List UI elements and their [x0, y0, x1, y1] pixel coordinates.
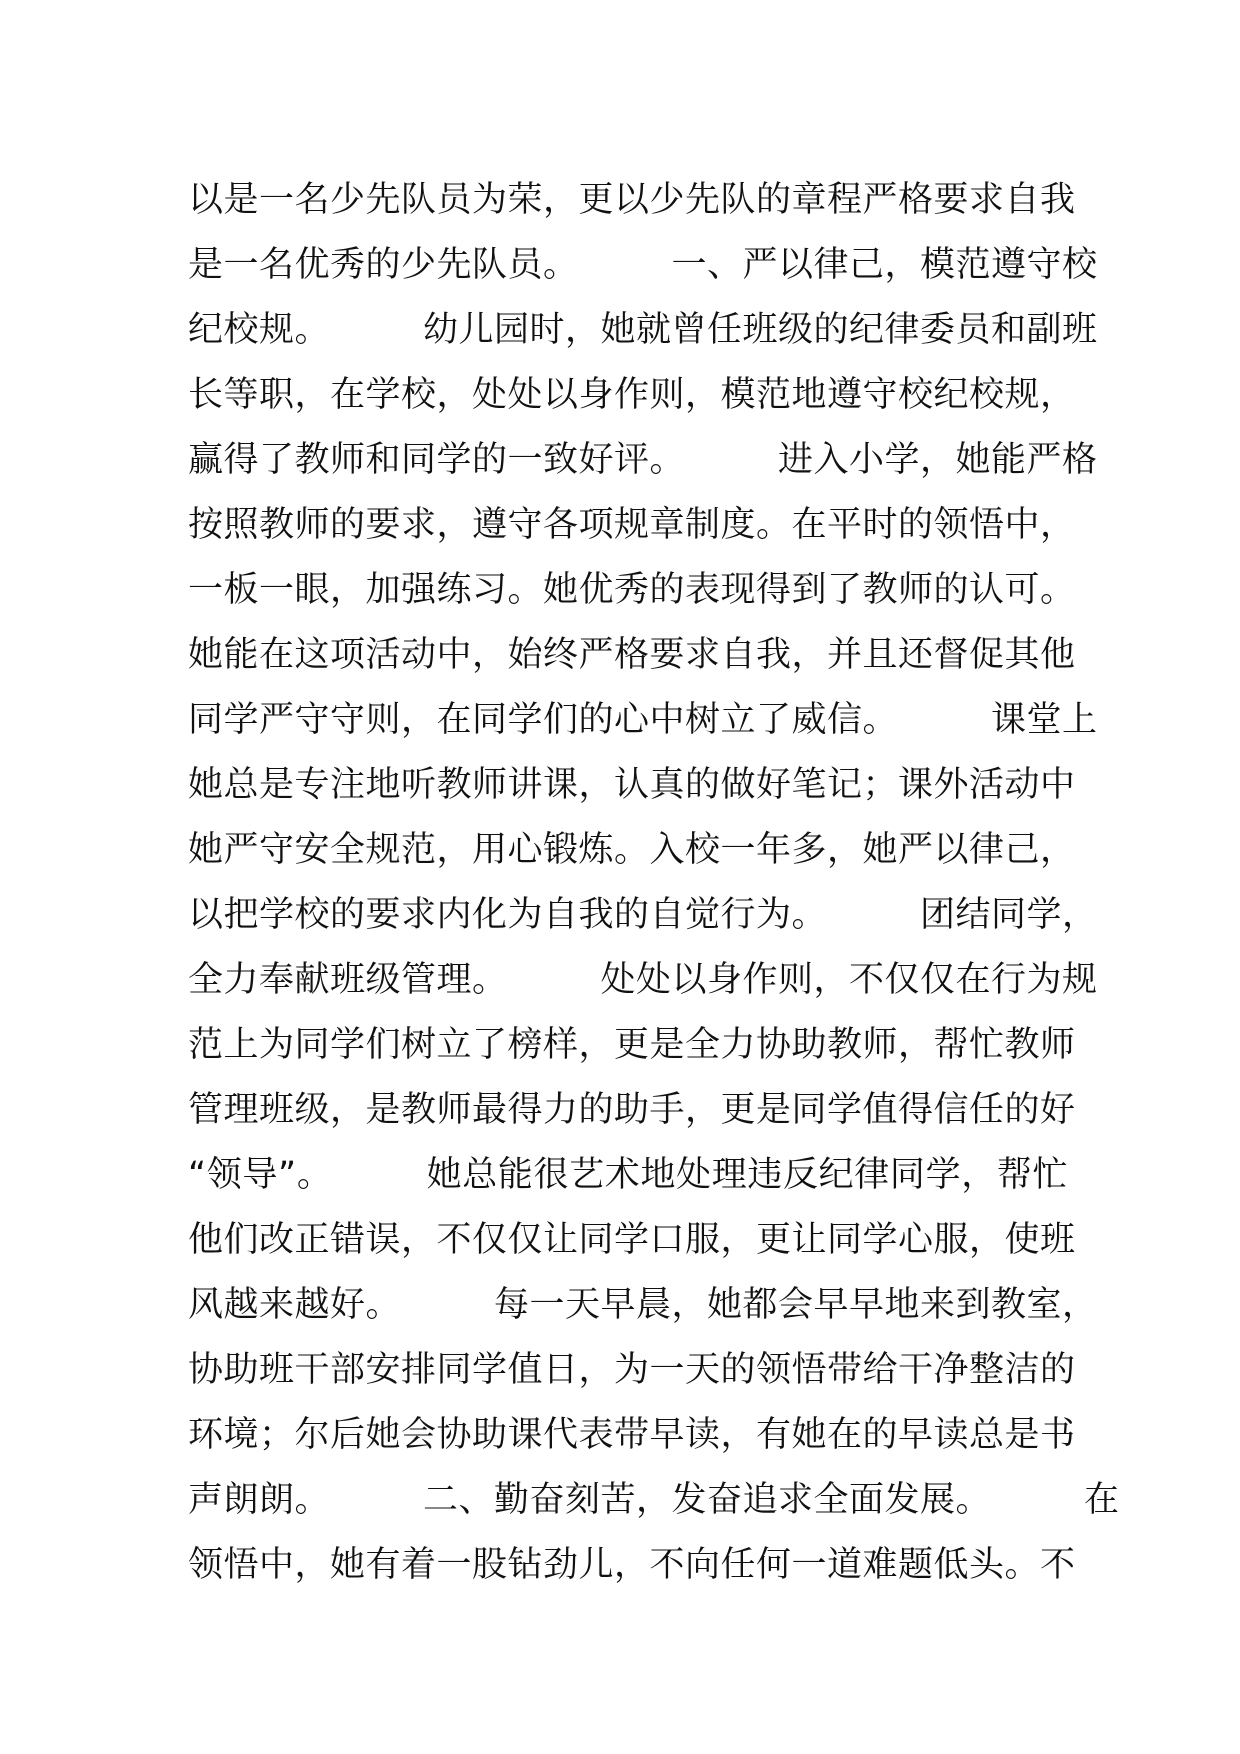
- text-line: 是一名优秀的少先队员。 一、严以律己，模范遵守校: [188, 245, 1098, 285]
- text-line: 一板一眼，加强练习。她优秀的表现得到了教师的认可。: [188, 570, 1076, 610]
- text-line: 风越来越好。 每一天早晨，她都会早早地来到教室，: [188, 1285, 1098, 1325]
- text-line: 她严守安全规范，用心锻炼。入校一年多，她严以律己，: [188, 830, 1076, 870]
- text-line: 以把学校的要求内化为自我的自觉行为。 团结同学，: [188, 895, 1098, 935]
- text-line: 纪校规。 幼儿园时，她就曾任班级的纪律委员和副班: [188, 310, 1098, 350]
- text-line: 领悟中，她有着一股钻劲儿，不向任何一道难题低头。不: [188, 1545, 1076, 1585]
- text-line: 他们改正错误，不仅仅让同学口服，更让同学心服，使班: [188, 1220, 1076, 1260]
- text-line: 同学严守守则，在同学们的心中树立了威信。 课堂上: [188, 700, 1098, 740]
- text-line: 环境；尔后她会协助课代表带早读，有她在的早读总是书: [188, 1415, 1076, 1455]
- text-line: 声朗朗。 二、勤奋刻苦，发奋追求全面发展。 在: [188, 1480, 1120, 1520]
- text-line: 协助班干部安排同学值日，为一天的领悟带给干净整洁的: [188, 1350, 1076, 1390]
- text-line: 她总是专注地听教师讲课，认真的做好笔记；课外活动中: [188, 765, 1076, 805]
- text-line: 赢得了教师和同学的一致好评。 进入小学，她能严格: [188, 440, 1098, 480]
- text-line: 以是一名少先队员为荣，更以少先队的章程严格要求自我: [188, 180, 1076, 220]
- text-line: 长等职，在学校，处处以身作则，模范地遵守校纪校规，: [188, 375, 1076, 415]
- text-line: 范上为同学们树立了榜样，更是全力协助教师，帮忙教师: [188, 1025, 1076, 1065]
- text-line: “领导”。 她总能很艺术地处理违反纪律同学，帮忙: [188, 1155, 1068, 1195]
- body-text: [188, 168, 1120, 1598]
- text-line: 按照教师的要求，遵守各项规章制度。在平时的领悟中，: [188, 505, 1076, 545]
- text-line: 管理班级，是教师最得力的助手，更是同学值得信任的好: [188, 1090, 1076, 1130]
- text-line: 全力奉献班级管理。 处处以身作则，不仅仅在行为规: [188, 960, 1098, 1000]
- text-line: 她能在这项活动中，始终严格要求自我，并且还督促其他: [188, 635, 1076, 675]
